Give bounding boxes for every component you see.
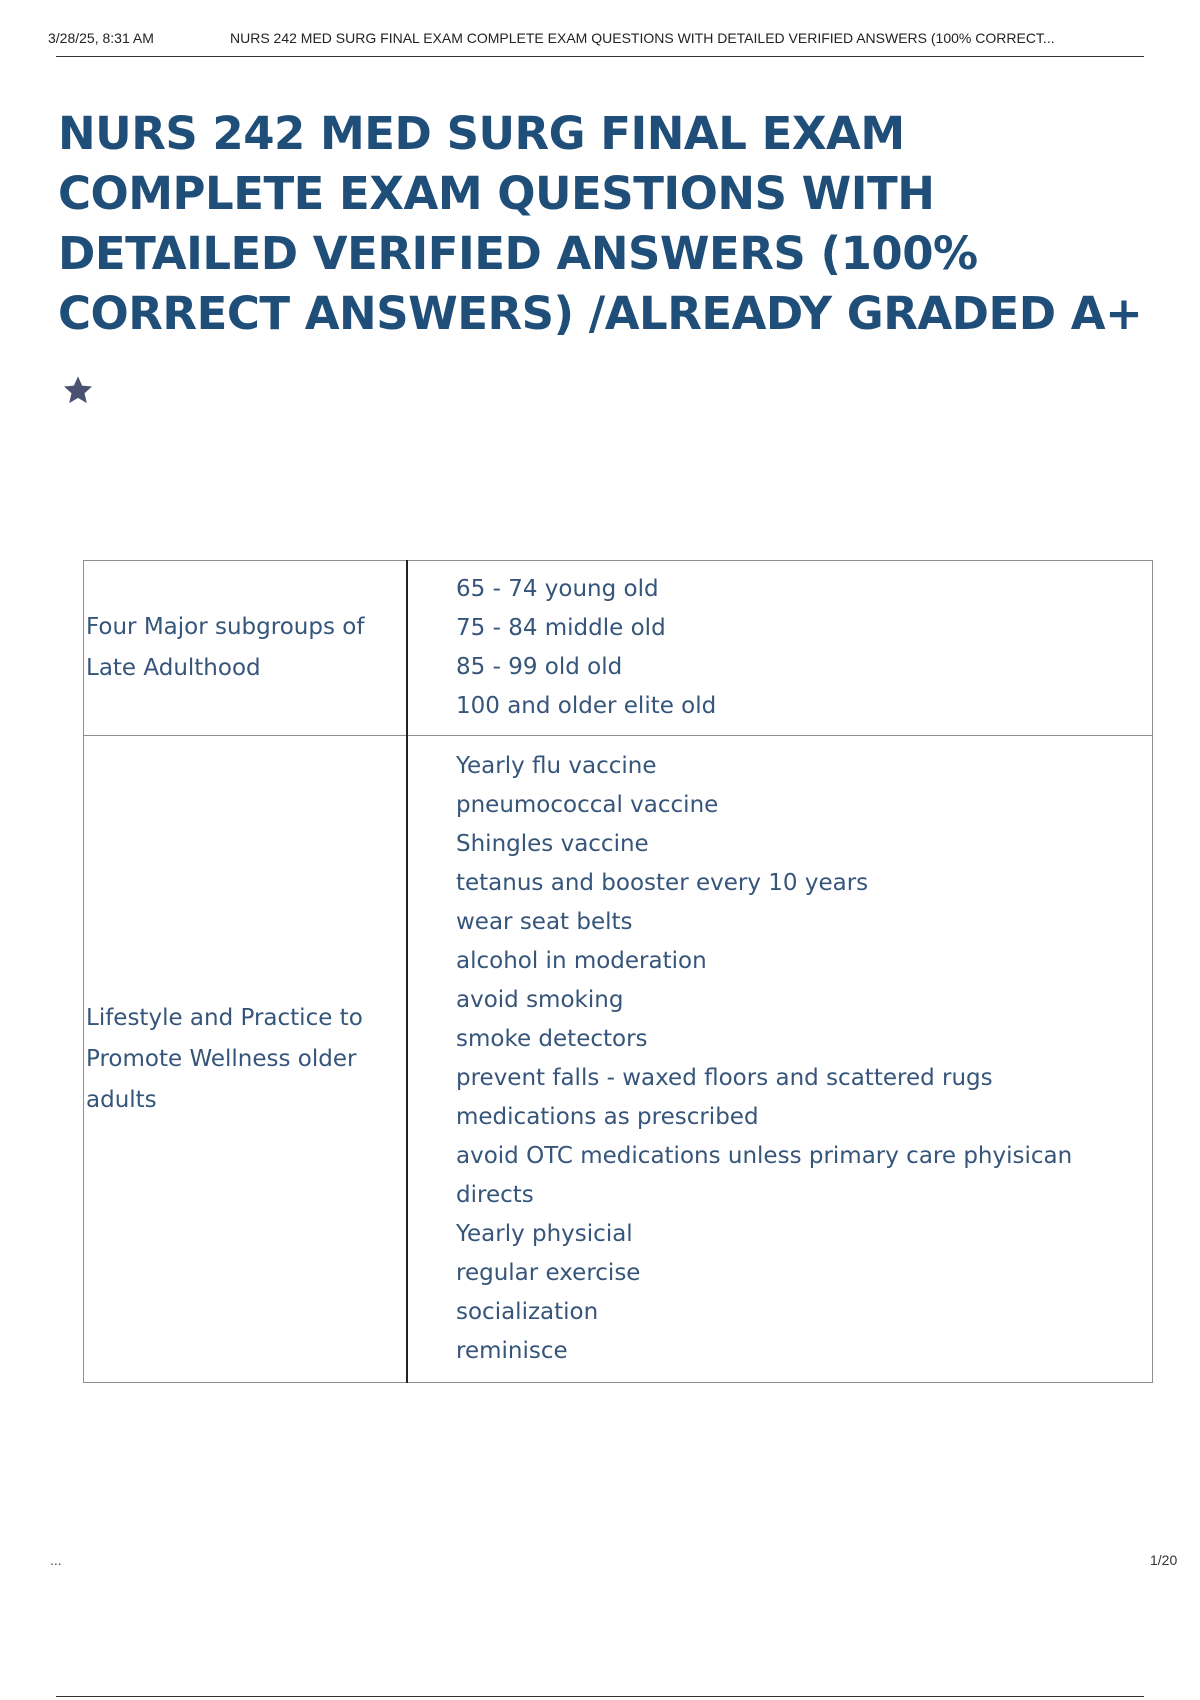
- definition-item: Yearly flu vaccine: [456, 753, 657, 779]
- definition-cell: [407, 736, 1153, 1383]
- definition-item: pneumococcal vaccine: [456, 792, 719, 818]
- table-row: [84, 736, 1153, 1383]
- print-doc-title: NURS 242 MED SURG FINAL EXAM COMPLETE EXAM QUESTIONS WITH DETAILED VERIFIED ANSWERS (100% CORRECT...: [230, 30, 1055, 46]
- term-cell: [84, 736, 408, 1383]
- definition-item: regular exercise: [456, 1260, 641, 1286]
- definition-item: Shingles vaccine: [456, 831, 649, 857]
- flashcard-table: [83, 560, 1153, 1383]
- definition-list: [456, 570, 1152, 726]
- definition-item: 85 - 99 old old: [456, 654, 623, 680]
- definition-item: Yearly physicial: [456, 1221, 633, 1247]
- term-text: Four Major subgroups of Late Adulthood: [86, 614, 365, 681]
- definition-item: tetanus and booster every 10 years: [456, 870, 869, 896]
- definition-item: prevent falls - waxed floors and scattered rugs: [456, 1065, 993, 1091]
- definition-item: avoid OTC medications unless primary care phyisican directs: [456, 1143, 1073, 1208]
- term-text: Lifestyle and Practice to Promote Wellness older adults: [86, 1004, 363, 1113]
- table-row: [84, 561, 1153, 736]
- definition-item: reminisce: [456, 1338, 568, 1364]
- print-date: 3/28/25, 8:31 AM: [48, 30, 154, 46]
- definition-item: wear seat belts: [456, 909, 633, 935]
- definition-item: smoke detectors: [456, 1026, 648, 1052]
- header-divider: [56, 56, 1144, 57]
- definition-item: 75 - 84 middle old: [456, 615, 666, 641]
- print-header: [48, 30, 1168, 50]
- term-cell: [84, 561, 408, 736]
- definition-item: avoid smoking: [456, 987, 624, 1013]
- footer-divider: [56, 1696, 1144, 1697]
- definition-list: [456, 747, 1152, 1371]
- document-title: NURS 242 MED SURG FINAL EXAM COMPLETE EXAM QUESTIONS WITH DETAILED VERIFIED ANSWERS (100% CORRECT ANSWERS) /ALREADY GRADED A+: [58, 107, 1143, 340]
- definition-item: 65 - 74 young old: [456, 576, 659, 602]
- definition-item: medications as prescribed: [456, 1104, 759, 1130]
- definition-item: alcohol in moderation: [456, 948, 707, 974]
- footer-ellipsis: ...: [50, 1552, 62, 1568]
- definition-cell: [407, 561, 1153, 736]
- definition-item: socialization: [456, 1299, 599, 1325]
- page-number: 1/20: [1150, 1552, 1178, 1568]
- star-icon[interactable]: [62, 374, 94, 406]
- definition-item: 100 and older elite old: [456, 693, 717, 719]
